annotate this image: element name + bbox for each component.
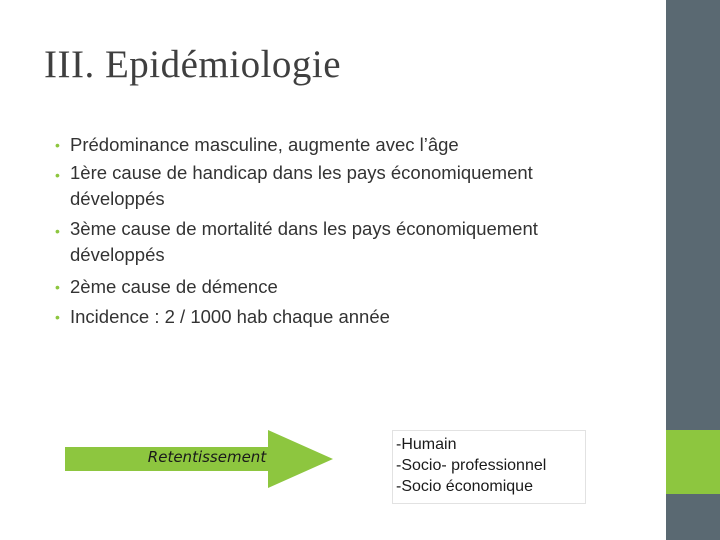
bullet-text: 1ère cause de handicap dans les pays économiquement développés (70, 162, 533, 209)
arrow-label: Retentissement (147, 448, 267, 466)
bullet-dot-icon: • (55, 279, 60, 295)
bullet-item (52, 302, 612, 332)
sidebar-accent-bar (666, 430, 720, 494)
bullet-text: 2ème cause de démence (70, 276, 278, 297)
bullet-text: 3ème cause de mortalité dans les pays économiquement développés (70, 218, 538, 265)
bullet-dot-icon: • (55, 137, 60, 153)
bullet-dot-icon: • (55, 223, 60, 239)
slide-title: III. Epidémiologie (44, 43, 342, 86)
retentissement-arrow (65, 430, 333, 488)
bullet-dot-icon: • (55, 167, 60, 183)
consequences-box (392, 430, 586, 504)
consequence-item: -Humain (396, 436, 457, 453)
bullet-list (52, 130, 612, 332)
bullet-text: Incidence : 2 / 1000 hab chaque année (70, 306, 390, 327)
bullet-item (52, 216, 612, 268)
bullet-text: Prédominance masculine, augmente avec l’âge (70, 134, 459, 155)
consequence-item: -Socio économique (396, 478, 533, 495)
bullet-item (52, 272, 612, 302)
consequence-item: -Socio- professionnel (396, 457, 547, 474)
bullet-item (52, 130, 612, 160)
bullet-item (52, 160, 612, 212)
bullet-dot-icon: • (55, 309, 60, 325)
